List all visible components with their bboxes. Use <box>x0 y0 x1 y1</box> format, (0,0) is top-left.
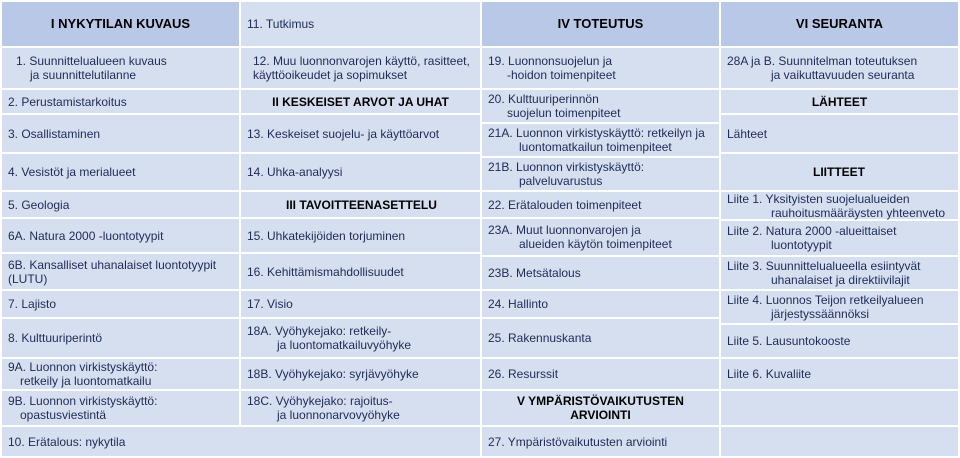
header-monitoring: VI SEURANTA <box>721 2 958 46</box>
item-17-vision: 17. Visio <box>241 291 480 317</box>
appendix-2: Liite 2. Natura 2000 -alueittaiset luontotyypit <box>721 221 958 255</box>
appendix-4: Liite 4. Luonnos Teijon retkeilyalueen järjestyssäännöksi <box>721 291 958 323</box>
item-2-purpose: 2. Perustamistarkoitus <box>2 90 239 113</box>
item-23a-land-use: 23A. Muut luonnonvarojen ja alueiden käytön toimenpiteet <box>482 219 719 255</box>
section-ii-values-threats: II KESKEISET ARVOT JA UHAT <box>241 90 480 113</box>
empty-cell <box>721 427 958 456</box>
empty-cell <box>721 391 958 425</box>
item-13-key-values: 13. Keskeiset suojelu- ja käyttöarvot <box>241 115 480 152</box>
header-current-state: I NYKYTILAN KUVAUS <box>2 2 239 46</box>
appendix-3: Liite 3. Suunnittelualueella esiintyvät uhanalaiset ja direktiivilajit <box>721 257 958 289</box>
item-6b-lutu-habitats: 6B. Kansalliset uhanalaiset luontotyypit (LUTU) <box>2 254 239 289</box>
item-1-planning-area: 1. Suunnittelualueen kuvaus ja suunnittelutilanne <box>2 48 239 88</box>
item-19-nature-conservation: 19. Luonnonsuojelun ja -hoidon toimenpiteet <box>482 48 719 88</box>
section-v-environmental-assessment: V YMPÄRISTÖVAIKUTUSTEN ARVIOINTI <box>482 391 719 425</box>
item-15-threat-prevention: 15. Uhkatekijöiden torjuminen <box>241 219 480 252</box>
item-18a-zoning: 18A. Vyöhykejako: retkeily- ja luontomatkailuvyöhyke <box>241 319 480 357</box>
item-26-resources: 26. Resurssit <box>482 359 719 389</box>
item-21b-services: 21B. Luonnon virkistyskäyttö: palveluvarustus <box>482 158 719 190</box>
item-5-geology: 5. Geologia <box>2 192 239 217</box>
item-27-environmental-impact: 27. Ympäristövaikutusten arviointi <box>482 427 719 456</box>
appendix-5: Liite 5. Lausuntokooste <box>721 325 958 357</box>
item-20-heritage-protection: 20. Kulttuuriperinnön suojelun toimenpiteet <box>482 90 719 122</box>
item-24-administration: 24. Hallinto <box>482 291 719 317</box>
item-3-participation: 3. Osallistaminen <box>2 115 239 152</box>
item-6a-natura-habitats: 6A. Natura 2000 -luontotyypit <box>2 219 239 252</box>
item-10-game-management: 10. Erätalous: nykytila <box>2 427 480 456</box>
item-9b-communication: 9B. Luonnon virkistyskäyttö: opastusviestintä <box>2 391 239 425</box>
section-sources: LÄHTEET <box>721 90 958 113</box>
header-research: 11. Tutkimus <box>241 2 480 46</box>
item-9a-recreation: 9A. Luonnon virkistyskäyttö: retkeily ja luontomatkailu <box>2 359 239 389</box>
appendix-6: Liite 6. Kuvaliite <box>721 359 958 389</box>
appendix-1: Liite 1. Yksityisten suojelualueiden rauhoitusmääräysten yhteenveto <box>721 192 958 219</box>
item-sources: Lähteet <box>721 115 958 152</box>
item-12-other-resources: 12. Muu luonnonvarojen käyttö, rasitteet, käyttöoikeudet ja sopimukset <box>241 48 480 88</box>
item-25-buildings: 25. Rakennuskanta <box>482 319 719 357</box>
section-appendices: LIITTEET <box>721 154 958 190</box>
item-18c-zoning: 18C. Vyöhykejako: rajoitus- ja luonnonarvovyöhyke <box>241 391 480 425</box>
item-8-cultural-heritage: 8. Kulttuuriperintö <box>2 319 239 357</box>
item-28-monitoring: 28A ja B. Suunnitelman toteutuksen ja vaikuttavuuden seuranta <box>721 48 958 88</box>
item-21a-recreation-measures: 21A. Luonnon virkistyskäyttö: retkeilyn ja luontomatkailun toimenpiteet <box>482 124 719 156</box>
item-7-species: 7. Lajisto <box>2 291 239 317</box>
item-16-development: 16. Kehittämismahdollisuudet <box>241 254 480 289</box>
item-18b-zoning: 18B. Vyöhykejako: syrjävyöhyke <box>241 359 480 389</box>
header-implementation: IV TOTEUTUS <box>482 2 719 46</box>
item-14-threat-analysis: 14. Uhka-analyysi <box>241 154 480 190</box>
item-23b-forestry: 23B. Metsätalous <box>482 257 719 289</box>
item-4-waters: 4. Vesistöt ja merialueet <box>2 154 239 190</box>
item-22-game-measures: 22. Erätalouden toimenpiteet <box>482 192 719 217</box>
section-iii-goal-setting: III TAVOITTEENASETTELU <box>241 192 480 217</box>
